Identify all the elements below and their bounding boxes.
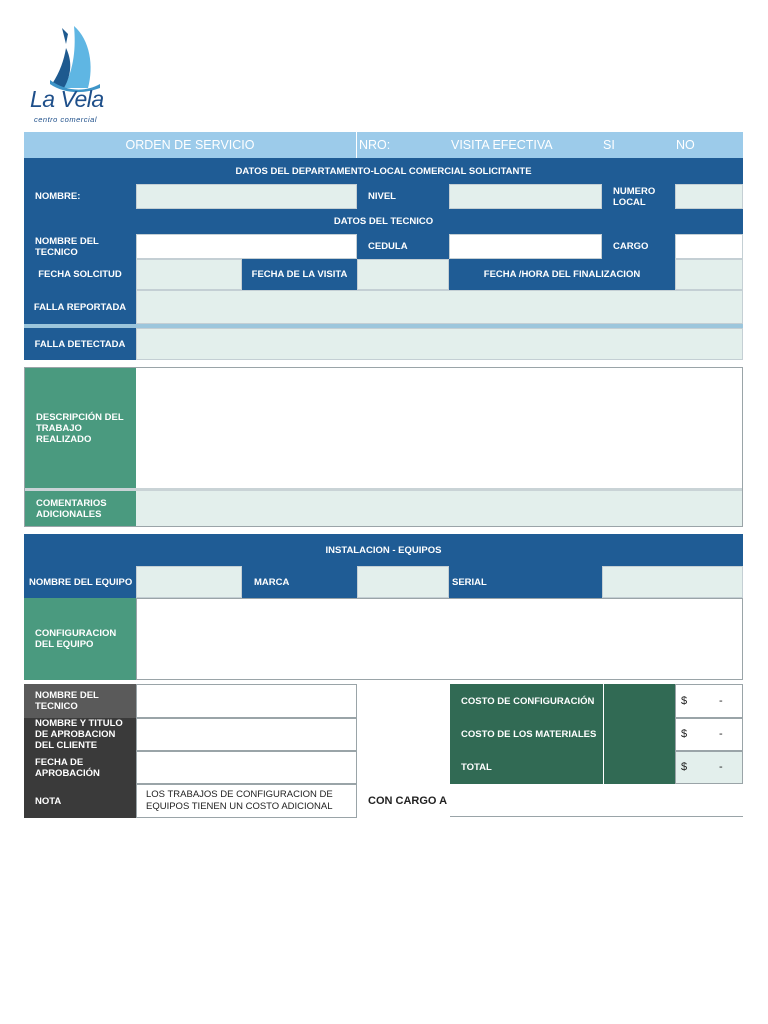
comentarios-field[interactable] bbox=[136, 491, 742, 526]
numero-local-field[interactable] bbox=[675, 184, 743, 209]
tecnico-nombre-field[interactable] bbox=[136, 234, 357, 259]
con-cargo-line[interactable] bbox=[450, 816, 743, 817]
total-currency: $ bbox=[681, 761, 688, 773]
fecha-hora-fin-label: FECHA /HORA DEL FINALIZACION bbox=[449, 259, 675, 290]
aprob-tecnico-field[interactable] bbox=[136, 684, 357, 718]
aprob-fecha-label: FECHA DE APROBACIÓN bbox=[24, 751, 136, 784]
nota-text: LOS TRABAJOS DE CONFIGURACION DE EQUIPOS TIENEN UN COSTO ADICIONAL bbox=[146, 789, 333, 812]
costo-config-value: - bbox=[719, 694, 723, 707]
tecnico-nombre-label: NOMBRE DEL TECNICO bbox=[24, 234, 136, 259]
descripcion-label: DESCRIPCIÓN DEL TRABAJO REALIZADO bbox=[25, 368, 136, 488]
nro-label: NRO: bbox=[359, 137, 391, 152]
header-divider bbox=[356, 132, 357, 158]
aprob-cliente-field[interactable] bbox=[136, 718, 357, 751]
falla-reportada-field[interactable] bbox=[136, 290, 743, 324]
fecha-solicitud-field[interactable] bbox=[136, 259, 242, 290]
marca-label: MARCA bbox=[242, 566, 357, 598]
nombre-equipo-label: NOMBRE DEL EQUIPO bbox=[24, 566, 136, 598]
logo-brand: La Vela bbox=[30, 86, 104, 112]
aprob-tecnico-label: NOMBRE DEL TECNICO bbox=[24, 684, 136, 718]
costo-materiales-input[interactable] bbox=[603, 718, 675, 751]
fecha-hora-fin-field[interactable] bbox=[675, 259, 743, 290]
cedula-field[interactable] bbox=[449, 234, 602, 259]
total-label: TOTAL bbox=[450, 751, 603, 784]
tecnico-section-title: DATOS DEL TECNICO bbox=[24, 209, 743, 234]
total-input[interactable] bbox=[603, 751, 675, 784]
comentarios-label: COMENTARIOS ADICIONALES bbox=[25, 491, 136, 526]
costo-materiales-label: COSTO DE LOS MATERIALES bbox=[450, 718, 603, 751]
descripcion-field[interactable] bbox=[136, 368, 742, 488]
logo bbox=[28, 20, 114, 130]
fecha-visita-field[interactable] bbox=[357, 259, 449, 290]
sailboat-logo-icon bbox=[46, 22, 102, 94]
fecha-visita-label: FECHA DE LA VISITA bbox=[242, 259, 357, 290]
costo-config-label: COSTO DE CONFIGURACIÓN bbox=[450, 684, 603, 718]
costo-materiales-value: - bbox=[719, 728, 723, 740]
costo-materiales-currency: $ bbox=[681, 728, 688, 740]
falla-detectada-label: FALLA DETECTADA bbox=[24, 328, 136, 360]
nombre-field[interactable] bbox=[136, 184, 357, 209]
configuracion-label: CONFIGURACION DEL EQUIPO bbox=[24, 598, 136, 680]
configuracion-field[interactable] bbox=[136, 598, 743, 680]
falla-detectada-field[interactable] bbox=[136, 328, 743, 360]
numero-local-label: NUMERO LOCAL bbox=[602, 184, 675, 209]
aprob-fecha-field[interactable] bbox=[136, 751, 357, 784]
falla-reportada-label: FALLA REPORTADA bbox=[24, 290, 136, 324]
nombre-label: NOMBRE: bbox=[24, 184, 136, 209]
fecha-solicitud-label: FECHA SOLCITUD bbox=[24, 259, 136, 290]
nivel-field[interactable] bbox=[449, 184, 602, 209]
aprob-cliente-label: NOMBRE Y TITULO DE APROBACION DEL CLIENTE bbox=[24, 718, 136, 751]
marca-field[interactable] bbox=[357, 566, 449, 598]
cargo-field[interactable] bbox=[675, 234, 743, 259]
serial-label: SERIAL bbox=[449, 566, 602, 598]
con-cargo-label: CON CARGO A bbox=[368, 794, 448, 807]
serial-field[interactable] bbox=[602, 566, 743, 598]
dept-section-title: DATOS DEL DEPARTAMENTO-LOCAL COMERCIAL SOLICITANTE bbox=[24, 158, 743, 184]
equipos-section-title: INSTALACION - EQUIPOS bbox=[24, 534, 743, 566]
cargo-label: CARGO bbox=[602, 234, 675, 259]
nombre-equipo-field[interactable] bbox=[136, 566, 242, 598]
total-value: - bbox=[719, 761, 723, 773]
form-title: ORDEN DE SERVICIO bbox=[125, 137, 255, 152]
costo-config-input[interactable] bbox=[603, 684, 675, 718]
visita-label: VISITA EFECTIVA bbox=[451, 137, 553, 152]
nota-label: NOTA bbox=[24, 784, 136, 818]
no-option[interactable]: NO bbox=[676, 137, 695, 152]
cedula-label: CEDULA bbox=[357, 234, 449, 259]
logo-tagline: centro comercial bbox=[34, 115, 98, 124]
si-option[interactable]: SI bbox=[603, 137, 615, 152]
costo-config-currency: $ bbox=[681, 694, 688, 707]
nivel-label: NIVEL bbox=[357, 184, 449, 209]
